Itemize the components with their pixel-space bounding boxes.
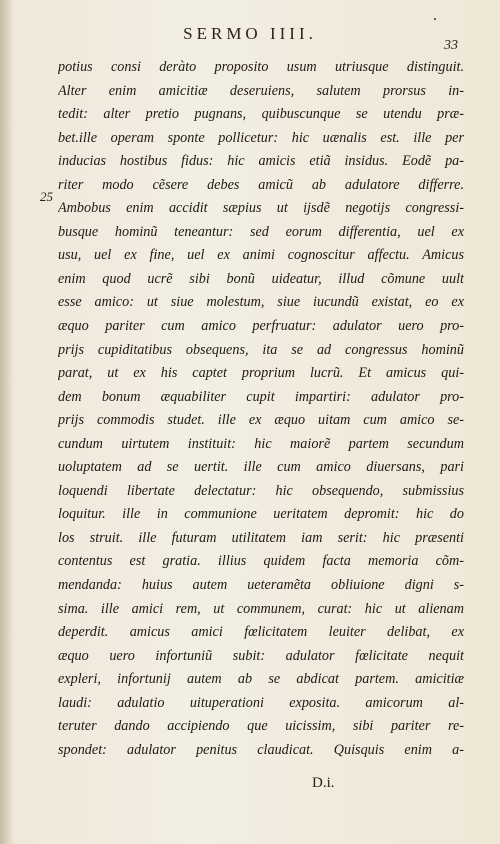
text-line: riter modo cẽsere debes amicũ ab adulatore differre. bbox=[58, 176, 464, 193]
text-line: enim quod ucrẽ sibi bonũ uideatur, illud cõmune uult bbox=[58, 270, 464, 287]
text-line: contentus est gratia. illius quidem facta memoria cõm- bbox=[58, 553, 464, 570]
text-line: expleri, infortunij autem ab se abdicat partem. amicitiæ bbox=[58, 671, 464, 688]
spine-shadow bbox=[0, 0, 14, 844]
text-line: prijs cupiditatibus obsequens, ita se ad congressus hominũ bbox=[58, 341, 464, 358]
text-line: Alter enim amicitiæ deseruiens, salutem prorsus in- bbox=[58, 82, 464, 99]
text-line: mendanda: huius autem ueteramẽta obliuione digni s- bbox=[58, 577, 464, 594]
text-line: bet.ille operam sponte pollicetur: hic uænalis est. ille per bbox=[58, 129, 464, 146]
running-head: SERMO IIII. bbox=[183, 24, 317, 43]
text-line: loquitur. ille in communione ueritatem depromit: hic do bbox=[58, 506, 464, 523]
text-line: los struit. ille futuram utilitatem iam serit: hic præsenti bbox=[58, 529, 464, 546]
text-line: parat, ut ex his captet proprium lucrũ. Et amicus qui- bbox=[58, 365, 464, 382]
signature-mark: D.i. bbox=[312, 775, 335, 791]
page-number: 33 bbox=[444, 38, 458, 53]
text-line: cundum uirtutem instituit: hic maiorẽ partem secundum bbox=[58, 435, 464, 452]
text-line: inducias hostibus fidus: hic amicis etiã insidus. Eodẽ pa- bbox=[58, 153, 464, 170]
text-line: tedit: alter pretio pugnans, quibuscunque se utendu præ- bbox=[58, 106, 464, 123]
ink-speck bbox=[434, 18, 436, 20]
text-line: loquendi libertate delectatur: hic obsequendo, submissius bbox=[58, 482, 464, 499]
text-line: spondet: adulator penitus claudicat. Quisquis enim a- bbox=[58, 741, 464, 758]
text-line: uoluptatem ad se uertit. ille cum amico diuersans, pari bbox=[58, 459, 464, 476]
text-line: laudi: adulatio uituperationi exposita. amicorum al- bbox=[58, 694, 464, 711]
text-line: potius consi deràto proposito usum utriusque distinguit. bbox=[58, 59, 464, 75]
body-text bbox=[58, 56, 464, 762]
text-line: deperdit. amicus amici fœlicitatem leuiter delibat, ex bbox=[58, 624, 464, 641]
marginal-line-number: 25 bbox=[40, 189, 53, 204]
text-line: esse amico: ut siue molestum, siue iucundũ existat, eo ex bbox=[58, 294, 464, 311]
text-line: usu, uel ex fine, uel ex animi cognoscitur affectu. Amicus bbox=[58, 247, 464, 264]
text-line: æquo pariter cum amico perfruatur: adulator uero pro- bbox=[58, 318, 464, 335]
text-line: teruter dando accipiendo que uicissim, sibi pariter re- bbox=[58, 718, 464, 735]
text-line: æquo uero infortuniũ subit: adulator fœlicitate nequit bbox=[58, 647, 464, 664]
text-line: dem bonum æquabiliter cupit impartiri: adulator pro- bbox=[58, 388, 464, 405]
text-line: sima. ille amici rem, ut communem, curat: hic ut alienam bbox=[58, 600, 464, 617]
text-line: busque hominũ teneantur: sed eorum differentia, uel ex bbox=[58, 223, 464, 240]
text-line: prijs commodis studet. ille ex æquo uitam cum amico se- bbox=[58, 412, 464, 429]
text-line: Ambobus enim accidit sæpius ut ijsdẽ negotijs congressi- bbox=[58, 200, 464, 217]
